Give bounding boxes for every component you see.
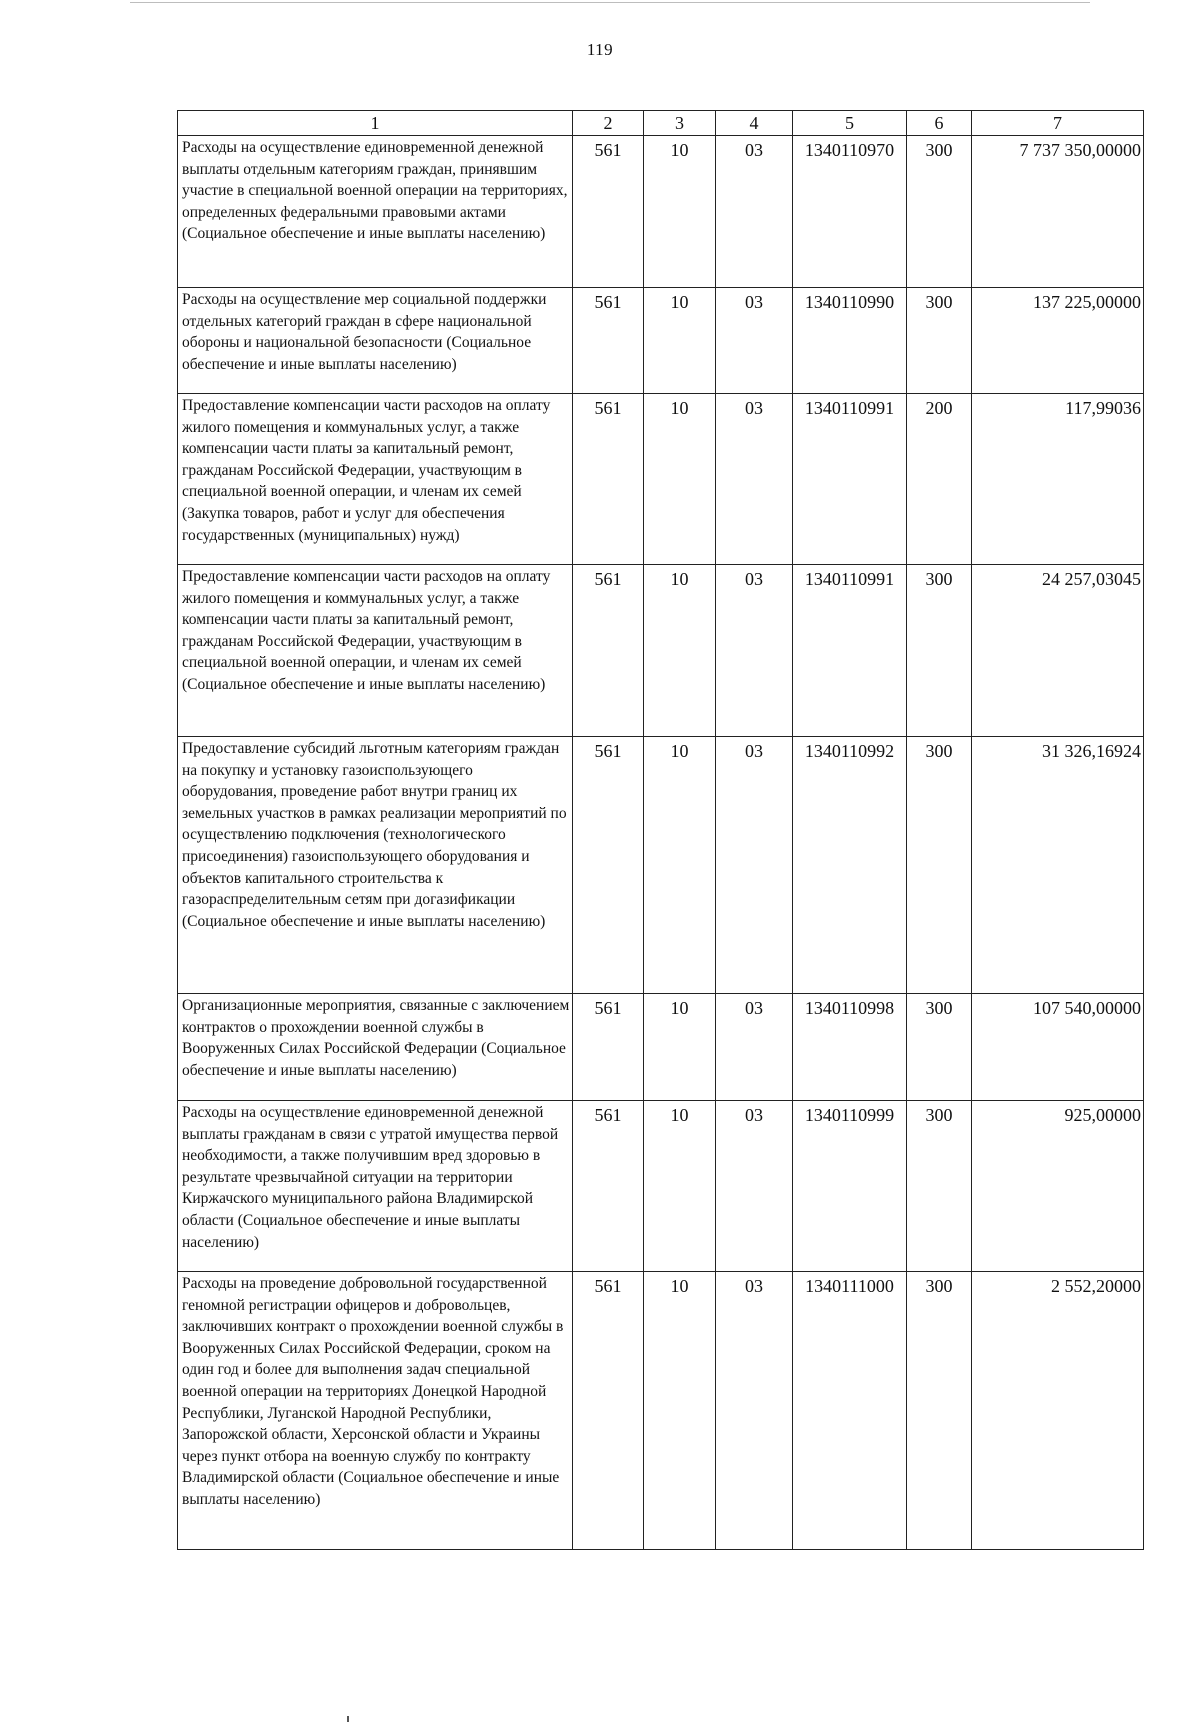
table-row — [178, 136, 1144, 288]
row-description: Расходы на проведение добровольной государственной геномной регистрации офицеров и добровольцев, заключивших контракт о прохождении военной службы в Вооруженных Силах Российской Федерации, сроком на один год и более для выполнения задач специальной военной операции на территориях Донецкой Народной Республики, Луганской Народной Республики, Запорожской области, Херсонской области и Украины через пункт отбора на военную службу по контракту Владимирской области (Социальное обеспечение и иные выплаты населению) — [178, 1272, 573, 1550]
row-target-article: 1340110991 — [793, 394, 907, 565]
row-ministry-code: 561 — [573, 136, 644, 288]
table-row — [178, 737, 1144, 994]
row-subsection-code: 03 — [716, 1272, 793, 1550]
scan-top-edge-line — [130, 2, 1090, 3]
table-row — [178, 394, 1144, 565]
row-ministry-code: 561 — [573, 288, 644, 394]
row-amount: 2 552,20000 — [972, 1272, 1144, 1550]
row-section-code: 10 — [644, 1272, 716, 1550]
table-row — [178, 1272, 1144, 1550]
row-target-article: 1340110999 — [793, 1101, 907, 1272]
row-amount: 925,00000 — [972, 1101, 1144, 1272]
column-header-5: 5 — [793, 111, 907, 136]
column-header-2: 2 — [573, 111, 644, 136]
budget-table — [177, 110, 1144, 1550]
row-expense-type: 300 — [907, 565, 972, 737]
row-subsection-code: 03 — [716, 1101, 793, 1272]
column-header-6: 6 — [907, 111, 972, 136]
row-description: Предоставление компенсации части расходов на оплату жилого помещения и коммунальных услуг, а также компенсации части платы за капитальный ремонт, гражданам Российской Федерации, участвующим в специальной военной операции, и членам их семей (Социальное обеспечение и иные выплаты населению) — [178, 565, 573, 737]
table-row — [178, 565, 1144, 737]
row-section-code: 10 — [644, 737, 716, 994]
row-ministry-code: 561 — [573, 565, 644, 737]
row-expense-type: 300 — [907, 994, 972, 1101]
row-subsection-code: 03 — [716, 136, 793, 288]
row-expense-type: 300 — [907, 737, 972, 994]
table-header-row — [178, 111, 1144, 136]
row-ministry-code: 561 — [573, 394, 644, 565]
row-description: Расходы на осуществление единовременной денежной выплаты отдельным категориям граждан, принявшим участие в специальной военной операции на территориях, определенных федеральными правовыми актами (Социальное обеспечение и иные выплаты населению) — [178, 136, 573, 288]
row-section-code: 10 — [644, 136, 716, 288]
row-ministry-code: 561 — [573, 994, 644, 1101]
column-header-1: 1 — [178, 111, 573, 136]
row-target-article: 1340110998 — [793, 994, 907, 1101]
row-description: Расходы на осуществление единовременной денежной выплаты гражданам в связи с утратой имущества первой необходимости, а также получившим вред здоровью в результате чрезвычайной ситуации на территории Киржачского муниципального района Владимирской области (Социальное обеспечение и иные выплаты населению) — [178, 1101, 573, 1272]
row-amount: 117,99036 — [972, 394, 1144, 565]
column-header-3: 3 — [644, 111, 716, 136]
column-header-7: 7 — [972, 111, 1144, 136]
table-row — [178, 1101, 1144, 1272]
row-section-code: 10 — [644, 994, 716, 1101]
row-subsection-code: 03 — [716, 994, 793, 1101]
row-description: Предоставление субсидий льготным категориям граждан на покупку и установку газоиспользующего оборудования, проведение работ внутри границ их земельных участков в рамках реализации мероприятий по осуществлению подключения (технологического присоединения) газоиспользующего оборудования и объектов капитального строительства к газораспределительным сетям при догазификации (Социальное обеспечение и иные выплаты населению) — [178, 737, 573, 994]
row-amount: 7 737 350,00000 — [972, 136, 1144, 288]
row-amount: 137 225,00000 — [972, 288, 1144, 394]
row-expense-type: 300 — [907, 288, 972, 394]
scan-speck-mark — [347, 1716, 349, 1722]
row-ministry-code: 561 — [573, 737, 644, 994]
row-subsection-code: 03 — [716, 565, 793, 737]
row-target-article: 1340110991 — [793, 565, 907, 737]
row-section-code: 10 — [644, 288, 716, 394]
row-description: Организационные мероприятия, связанные с заключением контрактов о прохождении военной службы в Вооруженных Силах Российской Федерации (Социальное обеспечение и иные выплаты населению) — [178, 994, 573, 1101]
row-subsection-code: 03 — [716, 737, 793, 994]
column-header-4: 4 — [716, 111, 793, 136]
page-number: 119 — [586, 40, 614, 59]
row-description: Предоставление компенсации части расходов на оплату жилого помещения и коммунальных услуг, а также компенсации части платы за капитальный ремонт, гражданам Российской Федерации, участвующим в специальной военной операции, и членам их семей (Закупка товаров, работ и услуг для обеспечения государственных (муниципальных) нужд) — [178, 394, 573, 565]
row-ministry-code: 561 — [573, 1101, 644, 1272]
table-row — [178, 994, 1144, 1101]
row-description: Расходы на осуществление мер социальной поддержки отдельных категорий граждан в сфере национальной обороны и национальной безопасности (Социальное обеспечение и иные выплаты населению) — [178, 288, 573, 394]
row-section-code: 10 — [644, 1101, 716, 1272]
row-amount: 24 257,03045 — [972, 565, 1144, 737]
row-expense-type: 300 — [907, 1272, 972, 1550]
row-target-article: 1340111000 — [793, 1272, 907, 1550]
row-target-article: 1340110990 — [793, 288, 907, 394]
row-target-article: 1340110970 — [793, 136, 907, 288]
row-subsection-code: 03 — [716, 394, 793, 565]
row-ministry-code: 561 — [573, 1272, 644, 1550]
row-target-article: 1340110992 — [793, 737, 907, 994]
row-subsection-code: 03 — [716, 288, 793, 394]
row-expense-type: 300 — [907, 1101, 972, 1272]
row-expense-type: 300 — [907, 136, 972, 288]
row-section-code: 10 — [644, 394, 716, 565]
table-row — [178, 288, 1144, 394]
row-section-code: 10 — [644, 565, 716, 737]
row-amount: 31 326,16924 — [972, 737, 1144, 994]
row-expense-type: 200 — [907, 394, 972, 565]
row-amount: 107 540,00000 — [972, 994, 1144, 1101]
